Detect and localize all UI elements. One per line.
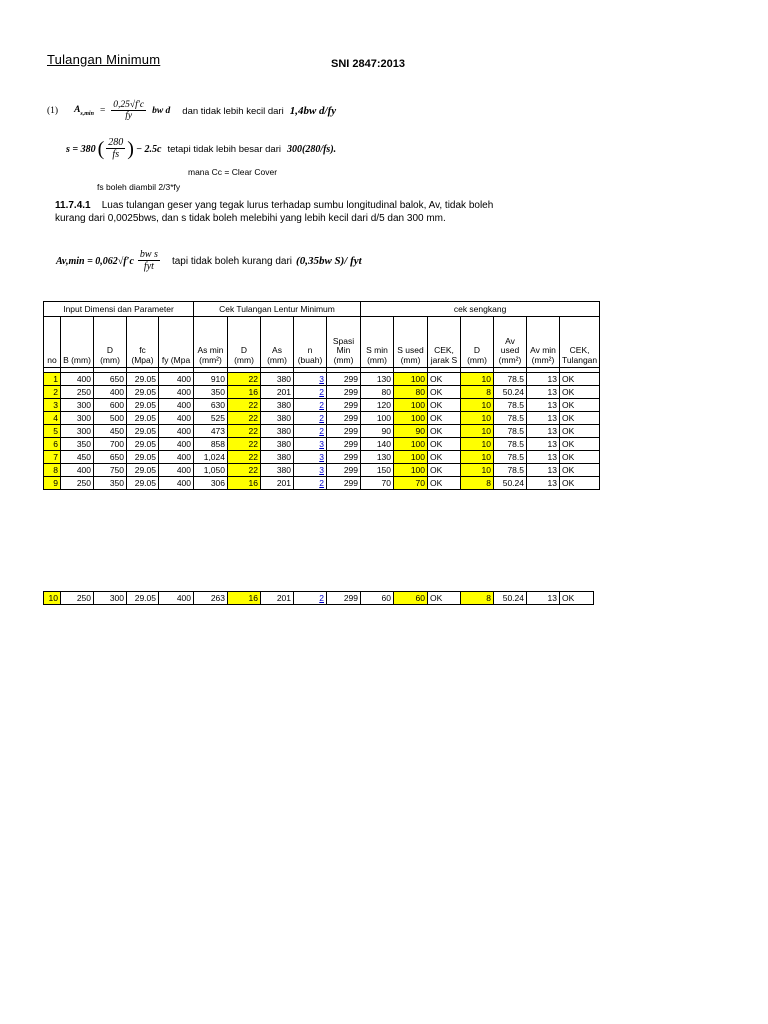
cell-no: 4 [44,412,61,425]
cell-cek-jarak: OK [428,412,461,425]
formula-3-lhs: Av,min = 0,062√f′c [56,255,134,267]
cell-av-min: 13 [527,373,560,386]
formula-3 [56,249,362,273]
cell-bar-d: 22 [228,412,261,425]
formula-1-lhs: $A_{s,min}$ [74,105,94,118]
cell-fy: 400 [159,373,194,386]
cell-as: 380 [261,425,294,438]
cell-fy: 400 [159,425,194,438]
cell-av-used: 78.5 [494,412,527,425]
cell-no: 8 [44,464,61,477]
cell-s-used: 60 [394,592,428,605]
cell-as-min: 858 [194,438,228,451]
formula-3-denominator: fyt [143,261,154,272]
cell-b: 300 [61,412,94,425]
formula-1-limit: 1,4bw d/fy [289,105,337,118]
formula-2-fraction [106,137,125,161]
cell-s-used: 100 [394,438,428,451]
cell-bar-d: 22 [228,399,261,412]
cell-n[interactable]: 2 [294,399,327,412]
cell-d: 600 [94,399,127,412]
cell-n[interactable]: 3 [294,451,327,464]
cell-av-min: 13 [527,412,560,425]
column-header-row [44,317,600,368]
cell-cek-tulangan: OK [560,399,600,412]
cell-s-used: 100 [394,451,428,464]
cell-s-min: 140 [361,438,394,451]
cell-av-used: 50.24 [494,592,527,605]
page-title: Tulangan Minimum [47,52,161,67]
cell-cek-jarak: OK [428,386,461,399]
formula-1-eq: = [99,106,106,117]
cell-av-min: 13 [527,451,560,464]
formula-3-limit: (0,35bw S)/ fyt [296,255,362,267]
cell-av-min: 13 [527,592,560,605]
table-row [44,386,600,399]
clear-cover-note: mana Cc = Clear Cover [188,167,278,177]
cell-spasi-min: 299 [327,386,361,399]
cell-cek-tulangan: OK [560,412,600,425]
cell-fy: 400 [159,477,194,490]
cell-d: 500 [94,412,127,425]
cell-n[interactable]: 2 [294,592,327,605]
table-row [44,464,600,477]
cell-fc: 29.05 [127,386,159,399]
cell-fc: 29.05 [127,425,159,438]
col-header-as-min: As min (mm²) [194,317,228,368]
table-row [44,592,594,605]
formula-1-denominator: fy [125,111,133,122]
table-row [44,412,600,425]
cell-as-min: 525 [194,412,228,425]
cell-b: 400 [61,464,94,477]
cell-as-min: 1,050 [194,464,228,477]
cell-s-used: 100 [394,399,428,412]
cell-bar-d: 16 [228,477,261,490]
cell-b: 400 [61,373,94,386]
cell-as-min: 910 [194,373,228,386]
cell-n[interactable]: 3 [294,373,327,386]
cell-b: 250 [61,386,94,399]
cell-s-min: 130 [361,373,394,386]
col-header-d: D (mm) [94,317,127,368]
formula-2-limit: 300(280/fs). [286,143,337,155]
formula-1-numerator: 0,25√f′c [113,100,145,110]
cell-s-min: 80 [361,386,394,399]
col-header-cek-tulangan: CEK, Tulangan [560,317,600,368]
cell-stirrup-d: 10 [461,464,494,477]
formula-3-text: tapi tidak boleh kurang dari [171,255,293,267]
formula-3-fraction [138,249,160,273]
fs-note: fs boleh diambil 2/3*fy [97,182,181,192]
group-header-sengkang: cek sengkang [361,302,600,317]
col-header-spasi-min: Spasi Min (mm) [327,317,361,368]
cell-av-used: 50.24 [494,386,527,399]
cell-stirrup-d: 10 [461,412,494,425]
cell-fc: 29.05 [127,592,159,605]
table-row [44,438,600,451]
cell-fy: 400 [159,451,194,464]
cell-no: 3 [44,399,61,412]
cell-s-min: 70 [361,477,394,490]
cell-cek-jarak: OK [428,477,461,490]
cell-av-min: 13 [527,438,560,451]
col-header-fc: fc (Mpa) [127,317,159,368]
clause-paragraph [55,200,495,225]
cell-cek-tulangan: OK [560,477,600,490]
col-header-bar-d: D (mm) [228,317,261,368]
cell-cek-tulangan: OK [560,592,594,605]
cell-fy: 400 [159,399,194,412]
clause-number: 11.7.4.1 [55,200,91,211]
cell-s-used: 100 [394,412,428,425]
cell-cek-jarak: OK [428,399,461,412]
cell-s-min: 130 [361,451,394,464]
col-header-av-used: Av used (mm²) [494,317,527,368]
cell-stirrup-d: 10 [461,399,494,412]
cell-no: 5 [44,425,61,438]
cell-b: 300 [61,425,94,438]
cell-no: 6 [44,438,61,451]
cell-no: 2 [44,386,61,399]
cell-bar-d: 22 [228,438,261,451]
cell-fc: 29.05 [127,464,159,477]
cell-as-min: 473 [194,425,228,438]
cell-cek-jarak: OK [428,464,461,477]
cell-av-used: 78.5 [494,451,527,464]
cell-spasi-min: 299 [327,464,361,477]
cell-as: 380 [261,464,294,477]
cell-no: 7 [44,451,61,464]
cell-as-min: 306 [194,477,228,490]
cell-av-min: 13 [527,477,560,490]
cell-n[interactable]: 3 [294,464,327,477]
cell-as: 380 [261,438,294,451]
group-header-input: Input Dimensi dan Parameter [44,302,194,317]
col-header-b: B (mm) [61,317,94,368]
cell-as: 380 [261,412,294,425]
cell-fy: 400 [159,464,194,477]
cell-b: 350 [61,438,94,451]
formula-2-numerator: 280 [108,137,124,148]
cell-as: 201 [261,386,294,399]
formula-2-lhs: s = 380 [66,143,96,155]
cell-fy: 400 [159,438,194,451]
cell-as-min: 263 [194,592,228,605]
col-header-cek-jarak: CEK, jarak S [428,317,461,368]
cell-no: 1 [44,373,61,386]
table-row [44,373,600,386]
cell-b: 450 [61,451,94,464]
cell-spasi-min: 299 [327,425,361,438]
cell-bar-d: 22 [228,464,261,477]
cell-as-min: 630 [194,399,228,412]
cell-cek-tulangan: OK [560,373,600,386]
cell-stirrup-d: 8 [461,477,494,490]
cell-spasi-min: 299 [327,451,361,464]
cell-d: 650 [94,373,127,386]
cell-spasi-min: 299 [327,412,361,425]
cell-av-used: 78.5 [494,425,527,438]
cell-fy: 400 [159,592,194,605]
cell-spasi-min: 299 [327,373,361,386]
cell-s-min: 100 [361,412,394,425]
cell-cek-jarak: OK [428,592,461,605]
cell-cek-jarak: OK [428,451,461,464]
cell-as-min: 1,024 [194,451,228,464]
cell-av-used: 78.5 [494,438,527,451]
table-row [44,451,600,464]
cell-as-min: 350 [194,386,228,399]
cell-stirrup-d: 10 [461,438,494,451]
clause-text: Luas tulangan geser yang tegak lurus terhadap sumbu longitudinal balok, Av, tidak boleh kurang dari 0,0025bws, dan s tidak boleh melebihi yang lebih kecil dari d/5 dan 300 mm. [55,200,494,224]
reinforcement-table [43,301,600,490]
cell-fc: 29.05 [127,412,159,425]
table-row [44,477,600,490]
cell-s-used: 80 [394,386,428,399]
cell-s-used: 100 [394,373,428,386]
formula-1 [47,100,336,123]
cell-cek-tulangan: OK [560,386,600,399]
cell-fc: 29.05 [127,477,159,490]
cell-b: 300 [61,399,94,412]
formula-2-text: tetapi tidak lebih besar dari [167,143,281,155]
col-header-stirrup-d: D (mm) [461,317,494,368]
reinforcement-table-row10 [43,591,594,605]
cell-spasi-min: 299 [327,477,361,490]
cell-av-min: 13 [527,425,560,438]
formula-1-text: dan tidak lebih kecil dari [182,105,284,117]
cell-fy: 400 [159,412,194,425]
cell-s-used: 100 [394,464,428,477]
col-header-s-min: S min (mm) [361,317,394,368]
col-header-av-min: Av min (mm²) [527,317,560,368]
cell-spasi-min: 299 [327,399,361,412]
cell-spasi-min: 299 [327,438,361,451]
cell-s-min: 150 [361,464,394,477]
table-row [44,399,600,412]
col-header-fy: fy (Mpa [159,317,194,368]
cell-bar-d: 16 [228,386,261,399]
standard-label: SNI 2847:2013 [331,58,405,70]
cell-fc: 29.05 [127,399,159,412]
cell-d: 350 [94,477,127,490]
cell-av-used: 50.24 [494,477,527,490]
cell-s-used: 70 [394,477,428,490]
cell-cek-jarak: OK [428,425,461,438]
cell-as: 380 [261,451,294,464]
cell-stirrup-d: 8 [461,592,494,605]
formula-1-fraction [111,100,146,123]
formula-1-label: (1) [47,106,59,117]
cell-s-min: 90 [361,425,394,438]
cell-bar-d: 16 [228,592,261,605]
cell-stirrup-d: 8 [461,386,494,399]
formula-1-tail: bw d [152,106,171,117]
cell-as: 380 [261,373,294,386]
cell-d: 300 [94,592,127,605]
cell-as: 201 [261,592,294,605]
cell-d: 750 [94,464,127,477]
cell-s-min: 60 [361,592,394,605]
cell-av-min: 13 [527,399,560,412]
cell-as: 380 [261,399,294,412]
cell-d: 700 [94,438,127,451]
cell-av-used: 78.5 [494,464,527,477]
cell-bar-d: 22 [228,425,261,438]
cell-stirrup-d: 10 [461,425,494,438]
cell-s-min: 120 [361,399,394,412]
cell-cek-jarak: OK [428,438,461,451]
cell-s-used: 90 [394,425,428,438]
table-row [44,425,600,438]
cell-fc: 29.05 [127,438,159,451]
cell-fc: 29.05 [127,451,159,464]
cell-cek-tulangan: OK [560,451,600,464]
cell-cek-tulangan: OK [560,464,600,477]
formula-2-denominator: fs [112,149,120,160]
col-header-n: n (buah) [294,317,327,368]
formula-2-tail: − 2.5c [135,143,162,155]
cell-stirrup-d: 10 [461,451,494,464]
cell-cek-jarak: OK [428,373,461,386]
cell-av-used: 78.5 [494,399,527,412]
cell-spasi-min: 299 [327,592,361,605]
cell-d: 650 [94,451,127,464]
cell-stirrup-d: 10 [461,373,494,386]
cell-av-used: 78.5 [494,373,527,386]
cell-d: 400 [94,386,127,399]
cell-bar-d: 22 [228,451,261,464]
cell-bar-d: 22 [228,373,261,386]
group-header-lentur: Cek Tulangan Lentur Minimum [194,302,361,317]
formula-2: s = 380 ( $\frac{280}{fs}$ ) − 2.5c tetapi tidak lebih besar dari 300(280/fs). [66,137,337,160]
cell-fy: 400 [159,386,194,399]
col-header-no: no [44,317,61,368]
cell-as: 201 [261,477,294,490]
cell-b: 250 [61,477,94,490]
formula-3-numerator: bw s [139,249,158,260]
cell-no: 10 [44,592,61,605]
cell-n[interactable]: 2 [294,477,327,490]
cell-n[interactable]: 3 [294,438,327,451]
cell-no: 9 [44,477,61,490]
cell-n[interactable]: 2 [294,425,327,438]
col-header-s-used: S used (mm) [394,317,428,368]
cell-fc: 29.05 [127,373,159,386]
col-header-as: As (mm) [261,317,294,368]
cell-b: 250 [61,592,94,605]
cell-av-min: 13 [527,464,560,477]
cell-cek-tulangan: OK [560,425,600,438]
cell-n[interactable]: 2 [294,412,327,425]
cell-d: 450 [94,425,127,438]
cell-cek-tulangan: OK [560,438,600,451]
cell-n[interactable]: 2 [294,386,327,399]
cell-av-min: 13 [527,386,560,399]
